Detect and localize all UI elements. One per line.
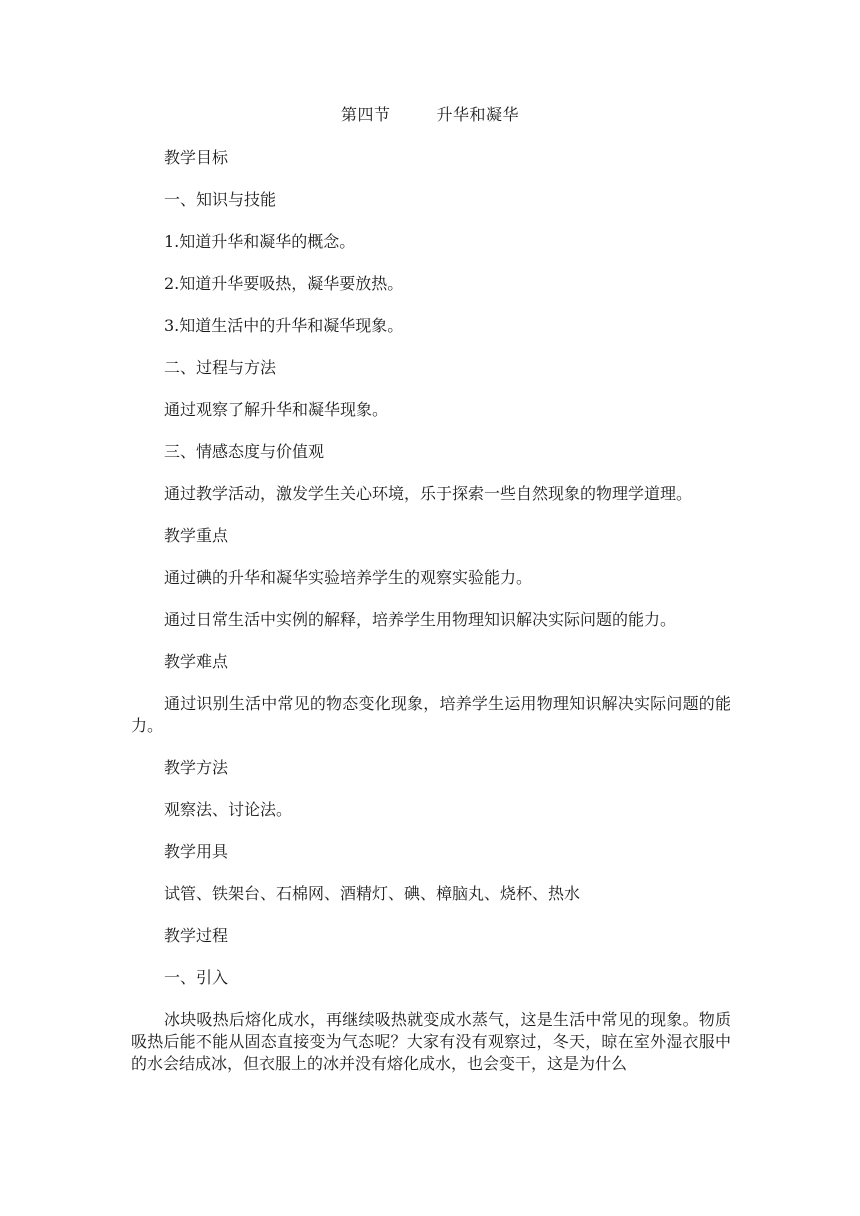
list-item: 1.知道升华和凝华的概念。 [164, 232, 356, 251]
heading-difficulties: 教学难点 [164, 652, 229, 671]
list-item: 2.知道升华要吸热，凝华要放热。 [164, 274, 404, 293]
heading-teaching-goals: 教学目标 [164, 148, 229, 167]
body-paragraph: 冰块吸热后熔化成水，再继续吸热就变成水蒸气，这是生活中常见的现象。物质吸热后能不能从固态直接变为气态呢？大家有没有观察过，冬天，晾在室外湿衣服中的水会结成冰，但衣服上的冰并没有熔化成水，也会变干，这是为什么 [131, 1010, 731, 1073]
subheading-introduction: 一、引入 [164, 968, 229, 987]
body-paragraph: 通过碘的升华和凝华实验培养学生的观察实验能力。 [164, 568, 533, 587]
subheading-knowledge-skills: 一、知识与技能 [164, 190, 277, 209]
section-title [0, 104, 860, 126]
heading-teaching-tools: 教学用具 [164, 842, 229, 861]
document-body [131, 147, 731, 1095]
body-paragraph: 通过观察了解升华和凝华现象。 [164, 400, 389, 419]
body-paragraph: 试管、铁架台、石棉网、酒精灯、碘、樟脑丸、烧杯、热水 [164, 884, 581, 903]
list-item: 3.知道生活中的升华和凝华现象。 [164, 316, 404, 335]
heading-key-points: 教学重点 [164, 526, 229, 545]
body-paragraph: 观察法、讨论法。 [164, 800, 293, 819]
subheading-emotion-values: 三、情感态度与价值观 [164, 442, 325, 461]
subheading-process-method: 二、过程与方法 [164, 358, 277, 377]
heading-teaching-method: 教学方法 [164, 758, 229, 777]
section-heading: 升华和凝华 [436, 105, 520, 124]
body-paragraph: 通过识别生活中常见的物态变化现象，培养学生运用物理知识解决实际问题的能力。 [131, 694, 731, 735]
section-number: 第四节 [340, 105, 391, 124]
heading-teaching-process: 教学过程 [164, 926, 229, 945]
body-paragraph: 通过日常生活中实例的解释，培养学生用物理知识解决实际问题的能力。 [164, 610, 677, 629]
body-paragraph: 通过教学活动，激发学生关心环境，乐于探索一些自然现象的物理学道理。 [164, 484, 693, 503]
